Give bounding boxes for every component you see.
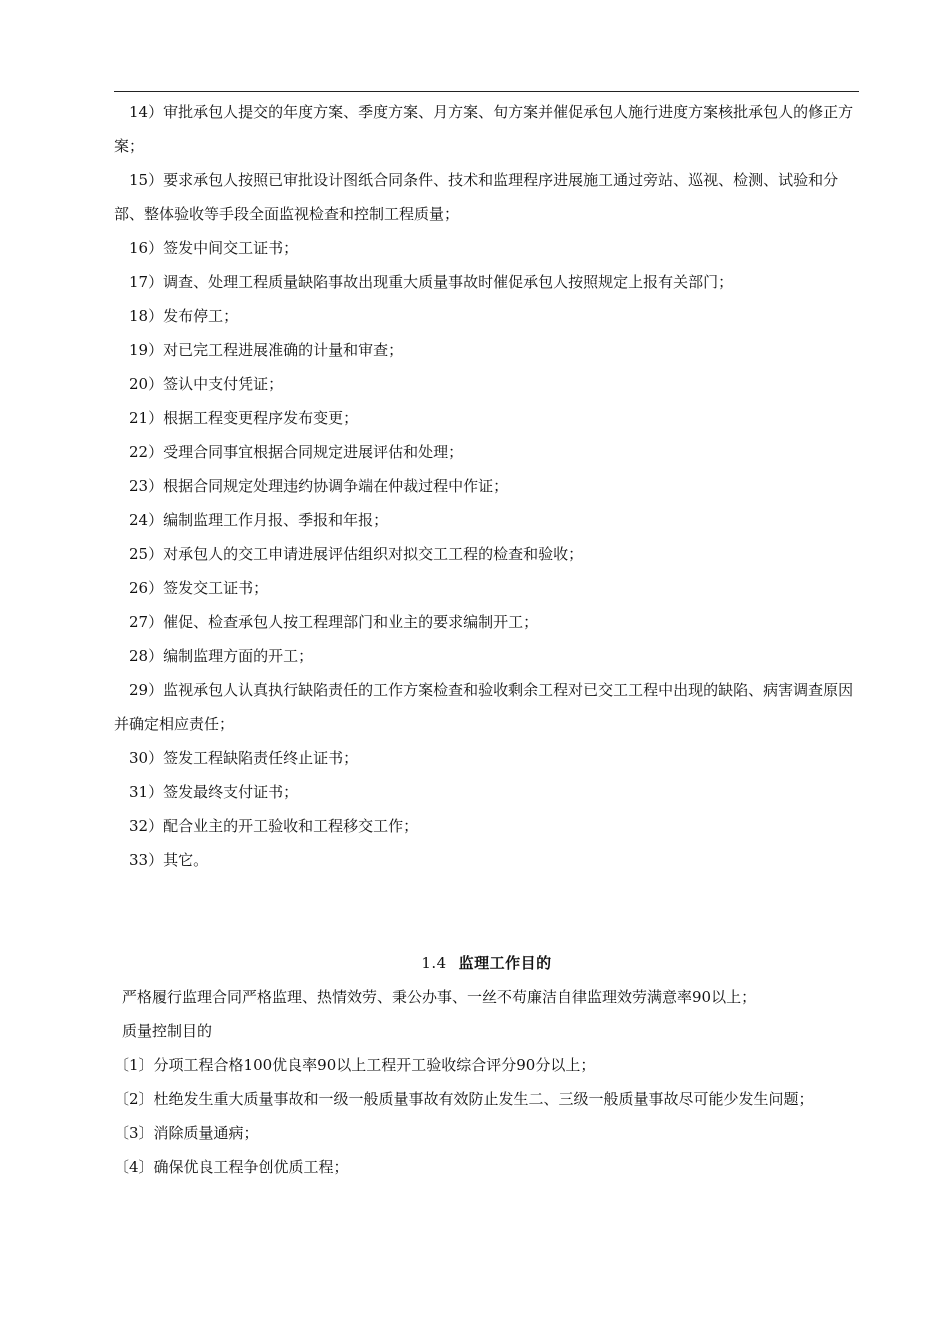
list-item: 32）配合业主的开工验收和工程移交工作； xyxy=(129,817,419,835)
list-item: 29）监视承包人认真执行缺陷责任的工作方案检查和验收剩余工程对已交工工程中出现的缺陷、病害调查原因并确定相应责任； xyxy=(114,681,854,733)
list-item: 24）编制监理工作月报、季报和年报； xyxy=(129,511,389,529)
section-heading xyxy=(114,946,859,980)
list-item: 26）签发交工证书； xyxy=(129,579,269,597)
section-number: 1.4 xyxy=(421,954,447,972)
section-body xyxy=(114,980,859,1184)
section-lead: 严格履行监理合同严格监理、热情效劳、秉公办事、一丝不苟廉洁自律监理效劳满意率90以上； xyxy=(122,988,757,1006)
header-rule xyxy=(114,91,859,92)
list-item: 15）要求承包人按照已审批设计图纸合同条件、技术和监理程序进展施工通过旁站、巡视、检测、试验和分部、整体验收等手段全面监视检查和控制工程质量； xyxy=(114,171,839,223)
list-item: 18）发布停工； xyxy=(129,307,239,325)
list-item: 〔1〕分项工程合格100优良率90以上工程开工验收综合评分90分以上； xyxy=(114,1056,596,1074)
list-item: 20）签认中支付凭证； xyxy=(129,375,284,393)
list-item: 33）其它。 xyxy=(129,851,209,869)
document-body xyxy=(114,95,859,1184)
list-item: 〔2〕杜绝发生重大质量事故和一级一般质量事故有效防止发生二、三级一般质量事故尽可能少发生问题； xyxy=(114,1090,814,1108)
list-item: 19）对已完工程进展准确的计量和审查； xyxy=(129,341,404,359)
list-item: 17）调查、处理工程质量缺陷事故出现重大质量事故时催促承包人按照规定上报有关部门； xyxy=(129,273,734,291)
section-title: 监理工作目的 xyxy=(458,954,552,972)
section-subhead: 质量控制目的 xyxy=(122,1022,213,1040)
list-item: 27）催促、检查承包人按工程理部门和业主的要求编制开工； xyxy=(129,613,539,631)
list-item: 28）编制监理方面的开工； xyxy=(129,647,314,665)
duties-list xyxy=(114,95,859,877)
list-item: 16）签发中间交工证书； xyxy=(129,239,299,257)
list-item: 31）签发最终支付证书； xyxy=(129,783,299,801)
list-item: 〔4〕确保优良工程争创优质工程； xyxy=(114,1158,349,1176)
list-item: 21）根据工程变更程序发布变更； xyxy=(129,409,359,427)
list-item: 30）签发工程缺陷责任终止证书； xyxy=(129,749,359,767)
list-item: 14）审批承包人提交的年度方案、季度方案、月方案、旬方案并催促承包人施行进度方案核批承包人的修正方案； xyxy=(114,103,854,155)
list-item: 25）对承包人的交工申请进展评估组织对拟交工工程的检查和验收； xyxy=(129,545,584,563)
list-item: 22）受理合同事宜根据合同规定进展评估和处理； xyxy=(129,443,464,461)
list-item: 23）根据合同规定处理违约协调争端在仲裁过程中作证； xyxy=(129,477,509,495)
list-item: 〔3〕消除质量通病； xyxy=(114,1124,259,1142)
